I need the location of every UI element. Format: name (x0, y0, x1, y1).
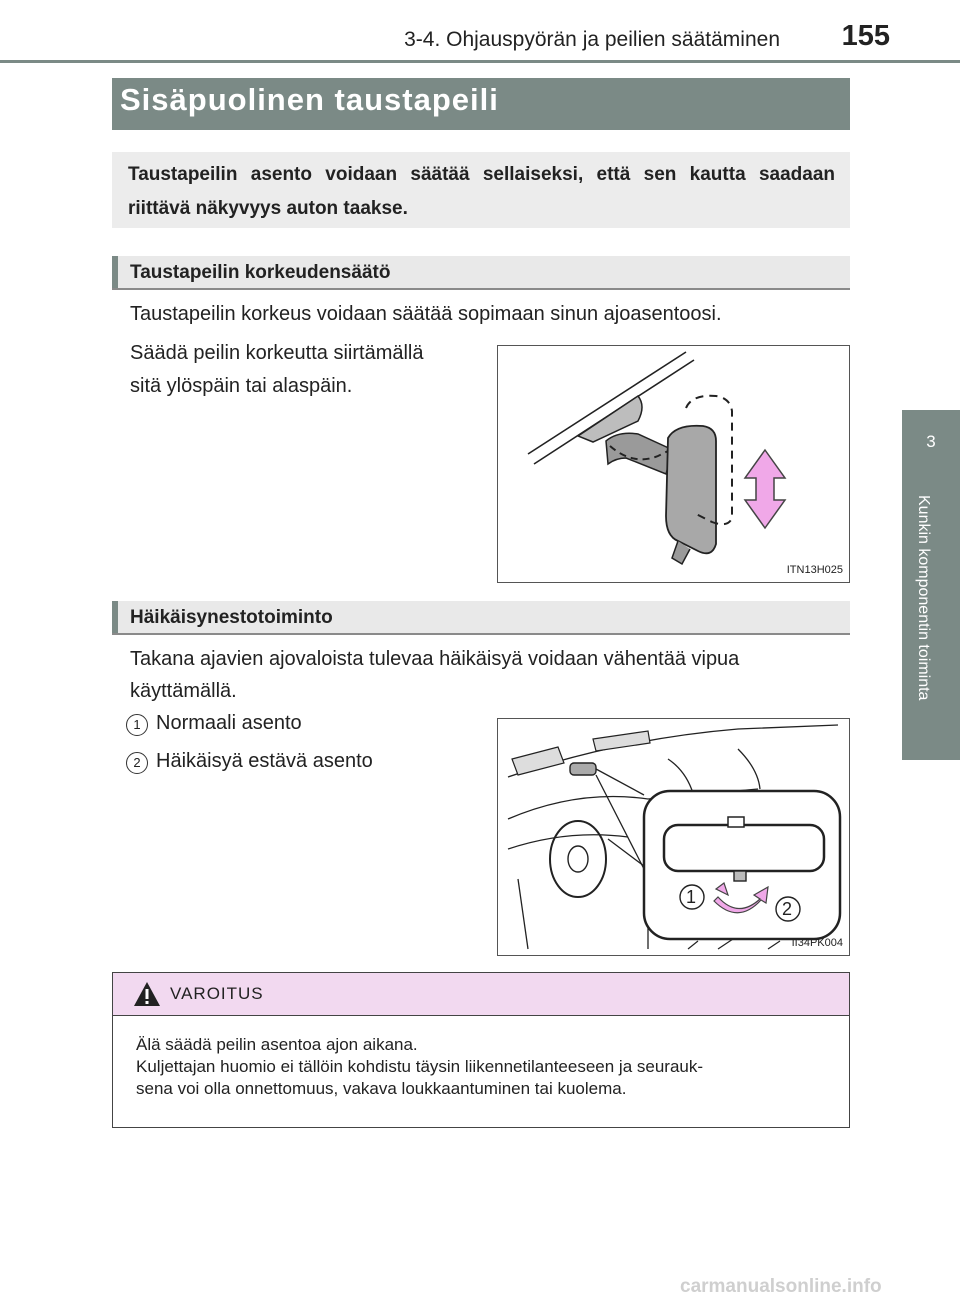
item-label-normal: Normaali asento (156, 712, 302, 734)
height-instruction-line1: Säädä peilin korkeutta siirtämällä (130, 342, 424, 364)
warning-text (136, 1034, 836, 1100)
page-number: 155 (841, 20, 890, 52)
subheading-antiglare (112, 601, 850, 635)
chapter-title: Kunkin komponentin toiminta (915, 495, 932, 701)
subheading-height (112, 256, 850, 290)
chapter-number: 3 (926, 432, 936, 451)
footer-watermark: carmanualsonline.info (680, 1276, 882, 1297)
item-number-1: 1 (126, 714, 148, 736)
figure-code-1: ITN13H025 (786, 564, 843, 576)
height-paragraph: Taustapeilin korkeus voidaan säätää sopimaan sinun ajoasentoosi. (130, 303, 722, 325)
mirror-height-illustration (498, 346, 849, 582)
warning-line-1: Älä säädä peilin asentoa ajon aikana. (136, 1035, 418, 1054)
height-instruction-line2: sitä ylöspäin tai alaspäin. (130, 375, 353, 397)
subheading-height-label: Taustapeilin korkeudensäätö (130, 262, 391, 283)
warning-line-2: Kuljettajan huomio ei tällöin kohdistu täysin liikennetilanteeseen ja seurauk- (136, 1057, 704, 1076)
callout-label-2: 2 (782, 899, 793, 919)
warning-title: VAROITUS (170, 984, 264, 1003)
subheading-antiglare-label: Häikäisynestotoiminto (130, 607, 333, 628)
warning-line-3: sena voi olla onnettomuus, vakava loukkaantuminen tai kuolema. (136, 1079, 627, 1098)
section-title: 3-4. Ohjauspyörän ja peilien säätäminen (404, 28, 780, 51)
antiglare-figure (497, 718, 850, 956)
antiglare-paragraph-line1: Takana ajavien ajovaloista tulevaa häikäisyä voidaan vähentää vipua (130, 648, 740, 670)
mirror-height-figure (497, 345, 850, 583)
cockpit-illustration (498, 719, 849, 955)
callout-label-1: 1 (686, 887, 697, 907)
page-title: Sisäpuolinen taustapeili (120, 82, 499, 117)
warning-triangle-icon (132, 980, 162, 1008)
intro-text: Taustapeilin asento voidaan säätää sellaiseksi, että sen kautta saadaan riittävä näkyvyys auton taakse. (128, 164, 835, 219)
header-rule (0, 60, 960, 63)
item-label-antiglare: Häikäisyä estävä asento (156, 750, 373, 772)
figure-code-2: II34PK004 (791, 937, 843, 949)
item-number-2: 2 (126, 752, 148, 774)
antiglare-paragraph-line2: käyttämällä. (130, 680, 237, 702)
